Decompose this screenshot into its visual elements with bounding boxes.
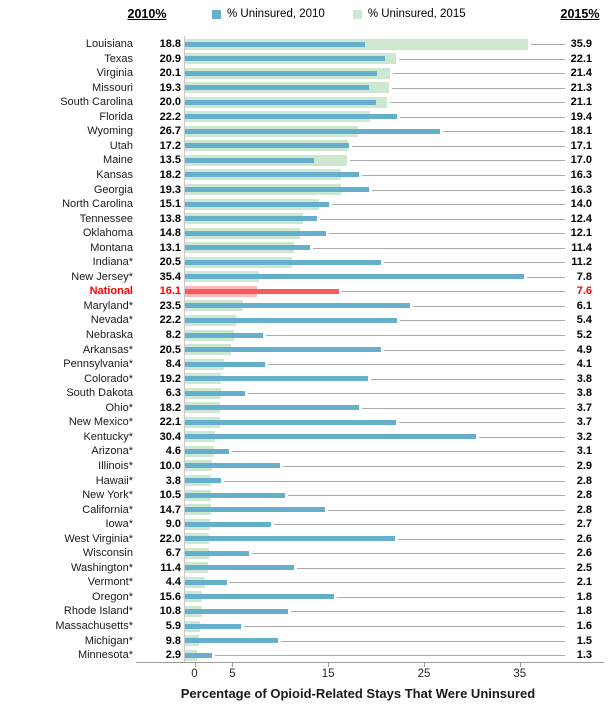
value-2015-label: 21.3 bbox=[570, 81, 592, 94]
value-2015-label: 3.1 bbox=[576, 445, 592, 458]
category-label: Kansas bbox=[96, 168, 133, 181]
category-label: Nebraska bbox=[85, 329, 133, 341]
value-2015-label: 2.8 bbox=[576, 489, 592, 502]
bar-2010 bbox=[185, 231, 327, 236]
bar-2010 bbox=[185, 303, 410, 308]
value-2015-label: 4.1 bbox=[576, 358, 592, 371]
leader-line bbox=[337, 597, 565, 598]
bar-2010 bbox=[185, 172, 359, 177]
bar-2010 bbox=[185, 551, 249, 556]
leader-line bbox=[413, 306, 565, 307]
category-label: Colorado* bbox=[84, 372, 133, 385]
category-label: Vermont* bbox=[87, 576, 133, 589]
bar-2010 bbox=[185, 129, 441, 134]
leader-line bbox=[313, 248, 565, 249]
leader-line bbox=[392, 88, 565, 89]
value-2010-label: 14.7 bbox=[159, 503, 181, 516]
value-2010-label: 17.2 bbox=[159, 139, 181, 152]
bar-2010 bbox=[185, 638, 279, 643]
value-2015-label: 11.4 bbox=[571, 241, 592, 254]
value-2015-label: 17.1 bbox=[570, 139, 592, 152]
category-label: Indiana* bbox=[92, 256, 133, 269]
category-label: Texas bbox=[104, 52, 133, 65]
value-2015-label: 5.2 bbox=[576, 329, 592, 341]
leader-line bbox=[362, 408, 565, 409]
value-2010-label: 18.2 bbox=[159, 401, 181, 414]
x-axis-tick-label: 0 bbox=[191, 668, 198, 680]
category-label: Arkansas* bbox=[82, 343, 133, 356]
y-axis-line bbox=[184, 36, 185, 662]
category-label: Wisconsin bbox=[82, 547, 133, 560]
category-label: Tennessee bbox=[79, 212, 133, 225]
value-2015-label: 2.6 bbox=[576, 547, 592, 560]
leader-line bbox=[232, 451, 565, 452]
bar-2010 bbox=[185, 507, 326, 512]
category-label: Kentucky* bbox=[83, 430, 133, 443]
x-axis-tick-label: 5 bbox=[229, 668, 236, 680]
category-label: Utah bbox=[109, 139, 133, 152]
bar-2010 bbox=[185, 289, 339, 294]
leader-line bbox=[291, 611, 565, 612]
x-axis-title: Percentage of Opioid-Related Stays That Were Uninsured bbox=[180, 686, 536, 701]
value-2010-label: 22.1 bbox=[159, 416, 181, 429]
leader-line bbox=[352, 146, 565, 147]
value-2010-label: 2.9 bbox=[165, 649, 181, 662]
bar-2010 bbox=[185, 42, 365, 47]
category-label: Pennsylvania* bbox=[63, 358, 133, 371]
value-2010-label: 4.6 bbox=[165, 445, 181, 458]
bar-2010 bbox=[185, 143, 350, 148]
leader-line bbox=[288, 495, 565, 496]
value-2010-label: 13.1 bbox=[159, 241, 181, 254]
value-2010-label: 4.4 bbox=[165, 576, 181, 589]
category-label: Maine bbox=[103, 154, 133, 167]
leader-line bbox=[328, 510, 565, 511]
leader-line bbox=[362, 175, 565, 176]
bar-2010 bbox=[185, 71, 378, 76]
leader-line bbox=[252, 553, 565, 554]
category-label: Virginia bbox=[96, 67, 133, 80]
value-2010-label: 15.6 bbox=[159, 590, 181, 603]
legend-label-2015: % Uninsured, 2015 bbox=[367, 8, 466, 20]
category-label: National bbox=[89, 285, 133, 298]
x-axis-line bbox=[136, 662, 604, 663]
bar-2010 bbox=[185, 536, 396, 541]
leader-line bbox=[224, 481, 565, 482]
value-2010-label: 19.2 bbox=[159, 372, 181, 385]
bar-2010 bbox=[185, 449, 229, 454]
leader-line bbox=[281, 641, 565, 642]
value-2010-label: 20.0 bbox=[159, 96, 181, 109]
value-2015-label: 6.1 bbox=[576, 299, 592, 312]
value-2015-label: 2.7 bbox=[576, 518, 592, 531]
value-2015-label: 4.9 bbox=[576, 343, 592, 356]
category-label: Louisiana bbox=[85, 38, 133, 50]
category-label: New York* bbox=[82, 489, 133, 502]
value-2015-label: 1.8 bbox=[576, 590, 592, 603]
value-2010-label: 13.5 bbox=[159, 154, 181, 167]
leader-line bbox=[342, 291, 565, 292]
leader-line bbox=[400, 320, 565, 321]
value-2015-label: 2.6 bbox=[576, 532, 592, 545]
value-2010-label: 14.8 bbox=[159, 227, 181, 240]
category-label: South Dakota bbox=[66, 387, 133, 400]
value-2015-label: 3.7 bbox=[576, 416, 592, 429]
value-2010-label: 10.8 bbox=[159, 605, 181, 618]
bar-2010 bbox=[185, 405, 359, 410]
leader-line bbox=[268, 364, 565, 365]
value-2010-label: 22.2 bbox=[159, 314, 181, 327]
value-2010-label: 20.1 bbox=[159, 67, 181, 80]
bar-2010 bbox=[185, 318, 398, 323]
bar-2010 bbox=[185, 260, 381, 265]
leader-line bbox=[393, 73, 565, 74]
value-2015-label: 2.8 bbox=[576, 503, 592, 516]
bar-2010 bbox=[185, 245, 310, 250]
category-label: Hawaii* bbox=[95, 474, 133, 487]
bar-2010 bbox=[185, 333, 264, 338]
value-2015-label: 19.4 bbox=[570, 110, 592, 123]
leader-line bbox=[371, 379, 565, 380]
bar-2010 bbox=[185, 463, 281, 468]
value-2015-label: 7.6 bbox=[576, 285, 592, 298]
category-label: North Carolina bbox=[62, 198, 133, 211]
x-axis-tick-label: 25 bbox=[417, 668, 431, 680]
category-label: Georgia bbox=[93, 183, 133, 196]
value-2015-label: 3.8 bbox=[576, 372, 592, 385]
value-2015-label: 2.8 bbox=[576, 474, 592, 487]
value-2015-label: 1.8 bbox=[576, 605, 592, 618]
value-2015-label: 14.0 bbox=[570, 198, 592, 211]
value-2015-label: 5.4 bbox=[576, 314, 592, 327]
value-2010-label: 6.3 bbox=[165, 387, 181, 400]
value-2015-label: 12.4 bbox=[570, 212, 592, 225]
bar-2010 bbox=[185, 347, 381, 352]
value-2010-label: 9.8 bbox=[165, 634, 181, 647]
value-2015-label: 16.3 bbox=[570, 168, 592, 181]
value-2015-label: 2.9 bbox=[576, 459, 592, 472]
bar-2010 bbox=[185, 376, 369, 381]
value-2010-label: 18.8 bbox=[159, 38, 181, 50]
value-2010-label: 11.4 bbox=[160, 561, 181, 574]
bar-2010 bbox=[185, 56, 385, 61]
bar-2010 bbox=[185, 391, 245, 396]
value-2015-label: 18.1 bbox=[570, 125, 592, 138]
value-2010-label: 9.0 bbox=[165, 518, 181, 531]
value-2015-label: 3.8 bbox=[576, 387, 592, 400]
leader-line bbox=[384, 262, 565, 263]
leader-line bbox=[283, 466, 565, 467]
category-label: New Jersey* bbox=[71, 270, 133, 283]
value-2010-label: 3.8 bbox=[165, 474, 181, 487]
value-2015-label: 11.2 bbox=[571, 256, 592, 269]
value-2015-label: 16.3 bbox=[570, 183, 592, 196]
value-2015-label: 12.1 bbox=[570, 227, 592, 240]
value-2010-label: 5.9 bbox=[165, 620, 181, 632]
bar-2010 bbox=[185, 187, 370, 192]
value-2010-label: 10.0 bbox=[159, 459, 181, 472]
category-label: Iowa* bbox=[105, 518, 133, 531]
bar-2010 bbox=[185, 158, 314, 163]
bar-2010 bbox=[185, 114, 398, 119]
value-2010-label: 15.1 bbox=[159, 198, 181, 211]
bar-2010 bbox=[185, 522, 271, 527]
value-2010-label: 22.2 bbox=[159, 110, 181, 123]
value-2015-label: 2.1 bbox=[576, 576, 592, 589]
value-2010-label: 8.2 bbox=[165, 329, 181, 341]
value-2010-label: 6.7 bbox=[165, 547, 181, 560]
leader-line bbox=[350, 160, 565, 161]
leader-line bbox=[248, 393, 565, 394]
value-2015-label: 3.2 bbox=[576, 430, 592, 443]
x-axis-tick-label: 35 bbox=[513, 668, 527, 680]
leader-line bbox=[384, 350, 565, 351]
value-2015-label: 21.4 bbox=[570, 67, 592, 80]
leader-line bbox=[244, 626, 565, 627]
category-label: Massachusetts* bbox=[55, 620, 133, 632]
category-label: New Mexico* bbox=[68, 416, 133, 429]
bar-2010 bbox=[185, 609, 288, 614]
category-label: Montana bbox=[90, 241, 133, 254]
value-2010-label: 16.1 bbox=[159, 285, 181, 298]
category-label: Arizona* bbox=[91, 445, 133, 458]
value-2010-label: 35.4 bbox=[159, 270, 181, 283]
category-label: Michigan* bbox=[84, 634, 133, 647]
value-2015-label: 1.5 bbox=[576, 634, 592, 647]
legend-label-2010: % Uninsured, 2010 bbox=[227, 8, 325, 20]
value-2010-label: 18.2 bbox=[159, 168, 181, 181]
leader-line bbox=[230, 582, 565, 583]
value-2010-label: 30.4 bbox=[159, 430, 181, 443]
leader-line bbox=[297, 568, 565, 569]
bar-2010 bbox=[185, 624, 242, 629]
value-2015-label: 1.6 bbox=[576, 620, 592, 632]
category-label: Rhode Island* bbox=[63, 605, 133, 618]
value-2015-label: 21.1 bbox=[570, 96, 592, 109]
value-2010-label: 20.5 bbox=[159, 256, 181, 269]
value-2010-label: 8.4 bbox=[165, 358, 181, 371]
category-label: Oklahoma bbox=[82, 227, 133, 240]
category-label: Nevada* bbox=[90, 314, 133, 327]
value-2015-label: 1.3 bbox=[576, 649, 592, 662]
leader-line bbox=[215, 655, 565, 656]
value-2010-label: 19.3 bbox=[159, 183, 181, 196]
bar-2010 bbox=[185, 434, 476, 439]
bar-2010 bbox=[185, 216, 317, 221]
value-2015-label: 7.8 bbox=[576, 270, 592, 283]
leader-line bbox=[399, 59, 565, 60]
value-2015-label: 2.5 bbox=[576, 561, 592, 574]
leader-line bbox=[399, 422, 565, 423]
leader-line bbox=[320, 219, 565, 220]
bar-2010 bbox=[185, 100, 377, 105]
value-2015-label: 17.0 bbox=[570, 154, 592, 167]
value-2010-label: 19.3 bbox=[159, 81, 181, 94]
bar-2010 bbox=[185, 362, 265, 367]
leader-line bbox=[390, 102, 565, 103]
bar-2010 bbox=[185, 85, 370, 90]
value-2010-label: 22.0 bbox=[159, 532, 181, 545]
category-label: Illinois* bbox=[98, 459, 133, 472]
category-label: Missouri bbox=[92, 81, 133, 94]
x-axis-tick-label: 15 bbox=[321, 668, 335, 680]
leader-line bbox=[266, 335, 565, 336]
category-label: Florida bbox=[99, 110, 133, 123]
category-label: South Carolina bbox=[60, 96, 133, 109]
value-2010-label: 10.5 bbox=[159, 489, 181, 502]
leader-line bbox=[332, 204, 565, 205]
value-2015-label: 3.7 bbox=[576, 401, 592, 414]
value-2015-label: 35.9 bbox=[570, 38, 592, 50]
value-2010-label: 23.5 bbox=[159, 299, 181, 312]
category-label: Maryland* bbox=[83, 299, 133, 312]
bar-2010 bbox=[185, 202, 330, 207]
category-label: Ohio* bbox=[105, 401, 133, 414]
category-label: Minnesota* bbox=[77, 649, 133, 662]
leader-line bbox=[400, 117, 565, 118]
category-label: California* bbox=[82, 503, 133, 516]
bar-2010 bbox=[185, 478, 221, 483]
leader-line bbox=[274, 524, 565, 525]
category-label: Wyoming bbox=[87, 125, 133, 138]
value-2010-label: 26.7 bbox=[159, 125, 181, 138]
column-header-2015: 2015% bbox=[560, 7, 600, 21]
column-header-2010: 2010% bbox=[127, 7, 167, 21]
value-2010-label: 20.9 bbox=[159, 52, 181, 65]
value-2010-label: 20.5 bbox=[159, 343, 181, 356]
value-2015-label: 22.1 bbox=[570, 52, 592, 65]
bar-2010 bbox=[185, 274, 524, 279]
bar-2010 bbox=[185, 594, 334, 599]
category-label: Oregon* bbox=[92, 590, 133, 603]
category-label: Washington* bbox=[71, 561, 133, 574]
leader-line bbox=[372, 190, 565, 191]
bar-2010 bbox=[185, 653, 213, 658]
value-2010-label: 13.8 bbox=[159, 212, 181, 225]
bar-2010 bbox=[185, 493, 286, 498]
bar-2010 bbox=[185, 580, 227, 585]
bar-2010 bbox=[185, 420, 397, 425]
leader-line bbox=[329, 233, 565, 234]
category-label: West Virginia* bbox=[64, 532, 133, 545]
bar-2010 bbox=[185, 565, 294, 570]
leader-line bbox=[398, 539, 565, 540]
